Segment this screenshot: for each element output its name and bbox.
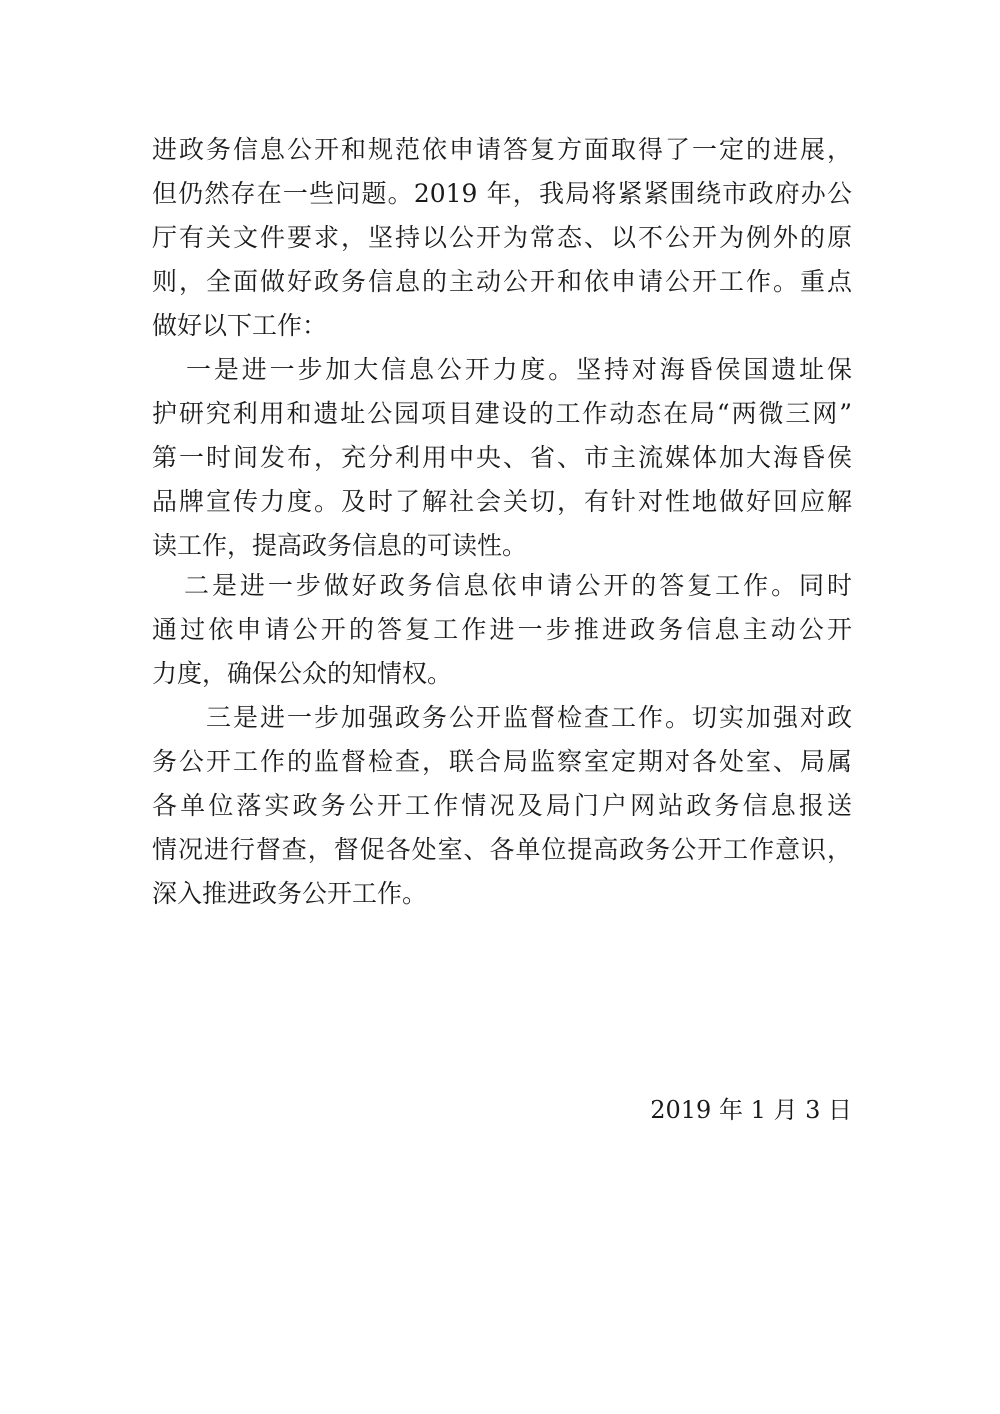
- paragraph-1-line-4: 则，全面做好政务信息的主动公开和依申请公开工作。重点: [152, 267, 852, 296]
- paragraph-1-line-3: 厅有关文件要求，坚持以公开为常态、以不公开为例外的原: [152, 223, 852, 252]
- paragraph-1-line-1: 进政务信息公开和规范依申请答复方面取得了一定的进展，: [152, 135, 852, 164]
- paragraph-2-line-4: 品牌宣传力度。及时了解社会关切，有针对性地做好回应解: [152, 487, 852, 516]
- paragraph-4-line-4: 情况进行督查，督促各处室、各单位提高政务公开工作意识，: [152, 835, 852, 864]
- paragraph-1-line-5: 做好以下工作：: [152, 311, 328, 340]
- paragraph-4-line-5: 深入推进政务公开工作。: [152, 879, 428, 908]
- paragraph-2-line-5: 读工作，提高政务信息的可读性。: [152, 531, 528, 560]
- paragraph-4-line-3: 各单位落实政务公开工作情况及局门户网站政务信息报送: [152, 791, 852, 820]
- paragraph-2-line-3: 第一时间发布，充分利用中央、省、市主流媒体加大海昏侯: [152, 443, 852, 472]
- paragraph-4-line-2: 务公开工作的监督检查，联合局监察室定期对各处室、局属: [152, 747, 852, 776]
- paragraph-3-line-1: 二是进一步做好政务信息依申请公开的答复工作。同时: [184, 571, 852, 600]
- paragraph-2-line-2: 护研究利用和遗址公园项目建设的工作动态在局“两微三网”: [152, 399, 852, 428]
- paragraph-3-line-3: 力度，确保公众的知情权。: [152, 659, 453, 688]
- paragraph-1-line-2: 但仍然存在一些问题。2019 年，我局将紧紧围绕市政府办公: [152, 179, 852, 208]
- document-date: 2019 年 1 月 3 日: [650, 1096, 852, 1124]
- paragraph-3-line-2: 通过依申请公开的答复工作进一步推进政务信息主动公开: [152, 615, 852, 644]
- paragraph-4-line-1: 三是进一步加强政务公开监督检查工作。切实加强对政: [206, 703, 852, 732]
- paragraph-2-line-1: 一是进一步加大信息公开力度。坚持对海昏侯国遗址保: [186, 355, 852, 384]
